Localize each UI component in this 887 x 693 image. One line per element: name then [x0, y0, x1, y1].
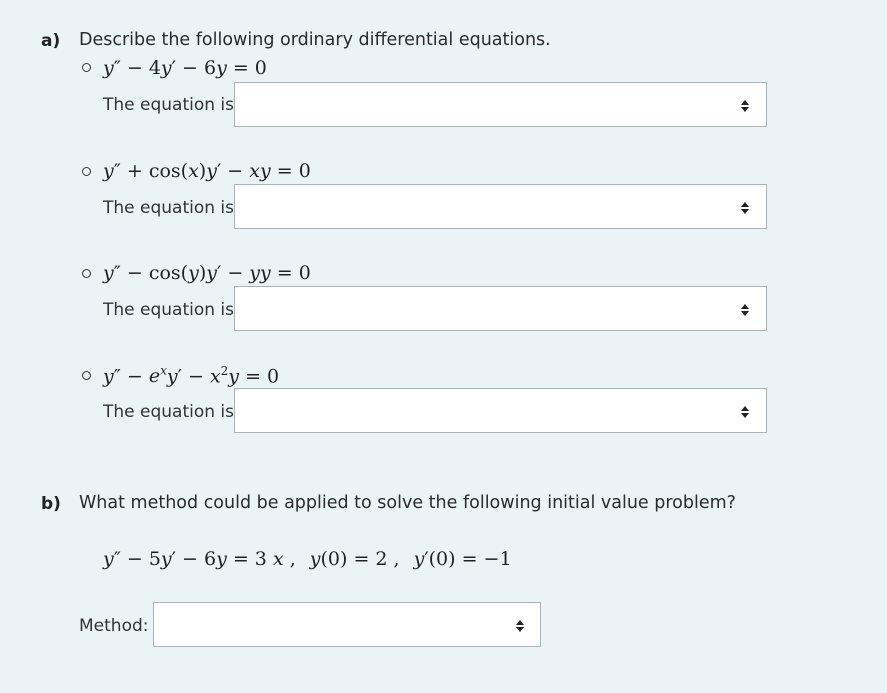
- up-down-arrows-icon: [741, 406, 749, 418]
- part-b-question: What method could be applied to solve the following initial value problem?: [79, 493, 736, 513]
- part-a-question: Describe the following ordinary differential equations.: [79, 30, 551, 50]
- part-b-letter: b): [41, 494, 61, 514]
- up-down-arrows-icon: [741, 202, 749, 214]
- equation-3-label: The equation is: [103, 300, 235, 320]
- up-down-arrows-icon: [741, 100, 749, 112]
- part-a-letter: a): [41, 31, 61, 51]
- equation-3: y″ − cos(y)y′ − yy = 0: [103, 262, 311, 284]
- up-down-arrows-icon: [741, 304, 749, 316]
- equation-1-select[interactable]: [234, 82, 767, 127]
- ivp-equation: y″ − 5y′ − 6y = 3 x , y(0) = 2 , y′(0) = −1: [103, 548, 512, 570]
- equation-4-select[interactable]: [234, 388, 767, 433]
- equation-2-label: The equation is: [103, 198, 235, 218]
- equation-4: $y'' - e^xy' - x^2y = 0$: [103, 364, 280, 388]
- equation-1: y″ − 4y′ − 6y = 0: [103, 57, 267, 79]
- equation-3-select[interactable]: [234, 286, 767, 331]
- equation-2-select[interactable]: [234, 184, 767, 229]
- bullet-icon: [82, 269, 91, 278]
- method-label: Method:: [79, 616, 149, 636]
- equation-2: y″ + cos(x)y′ − xy = 0: [103, 160, 311, 182]
- bullet-icon: [82, 371, 91, 380]
- method-select[interactable]: [153, 602, 541, 647]
- bullet-icon: [82, 167, 91, 176]
- equation-4-label: The equation is: [103, 402, 235, 422]
- equation-1-label: The equation is: [103, 95, 235, 115]
- up-down-arrows-icon: [516, 620, 524, 632]
- bullet-icon: [82, 63, 91, 72]
